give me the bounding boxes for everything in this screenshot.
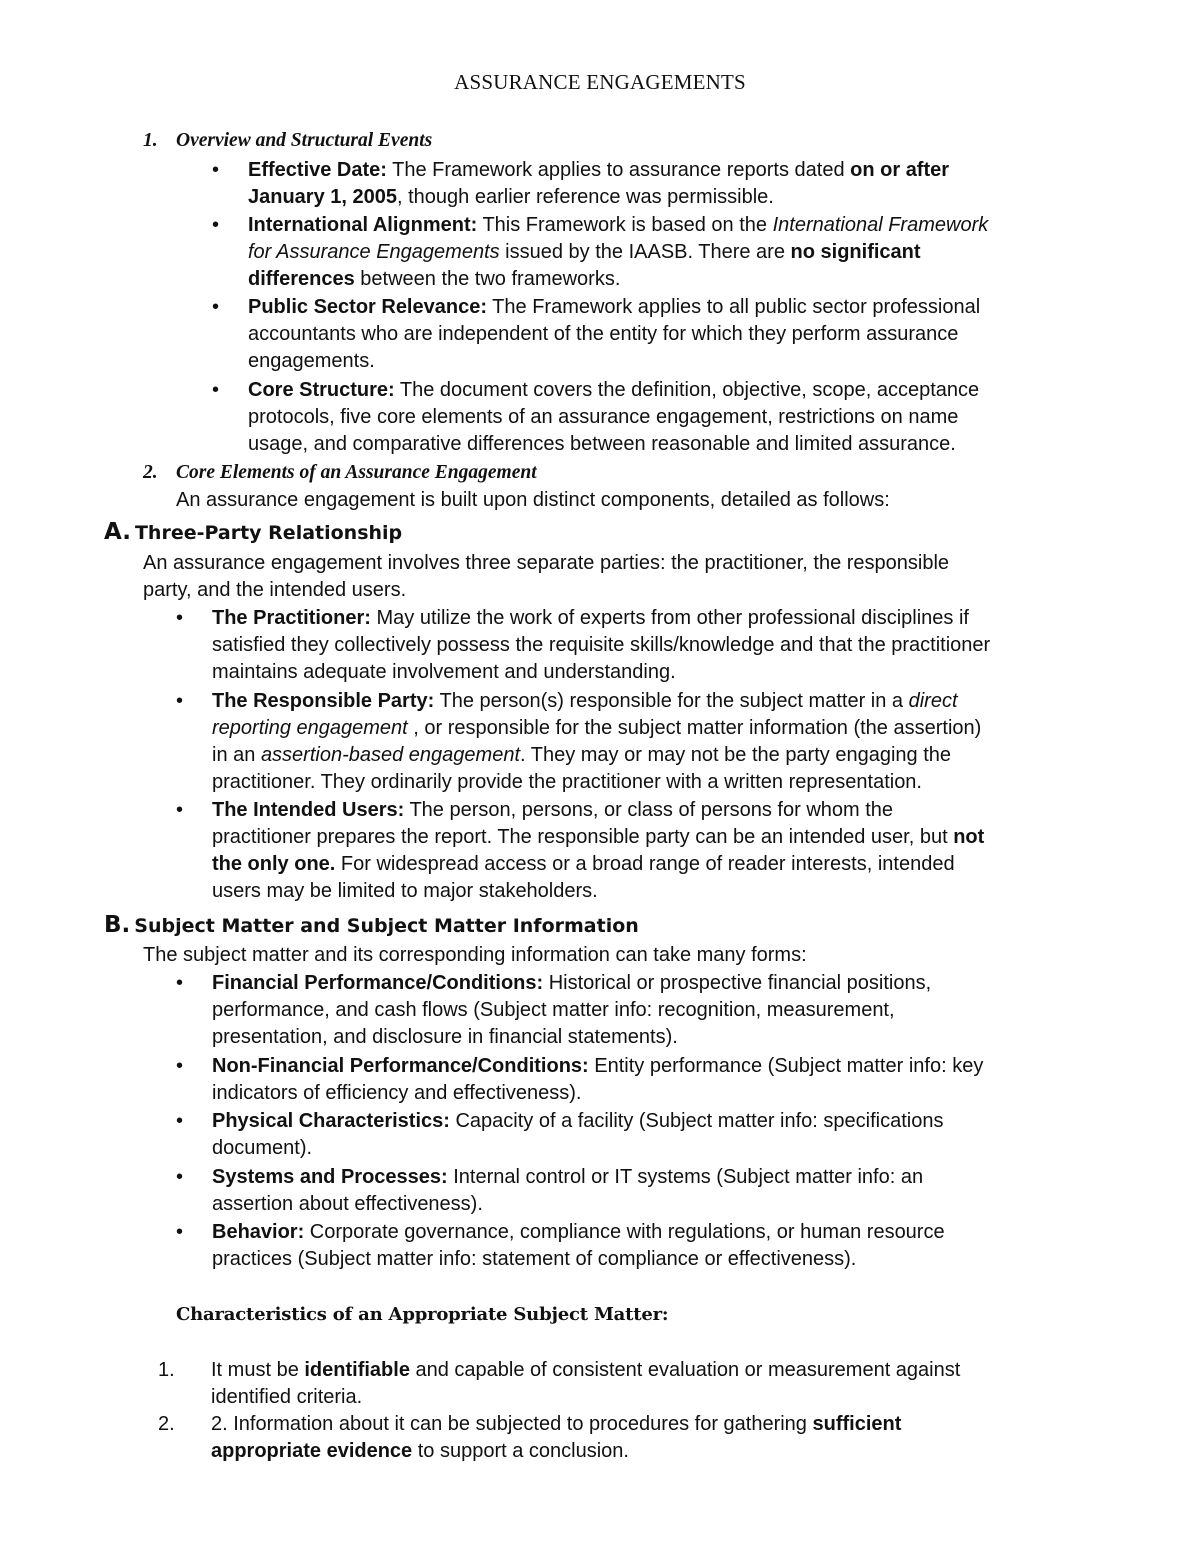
term: Core Structure: <box>248 379 395 401</box>
emphasis: no significant <box>790 241 921 263</box>
term: The Intended Users: <box>212 799 405 821</box>
text: practices (Subject matter info: statement of compliance or effectiveness). <box>212 1248 857 1270</box>
text: and capable of consistent evaluation or measurement against <box>409 1359 961 1381</box>
text: It must be <box>211 1359 305 1381</box>
term: International Alignment: <box>248 214 478 236</box>
text: performance, and cash flows (Subject matter info: recognition, measurement, <box>212 999 895 1021</box>
section-a-heading <box>104 518 402 547</box>
bullet-icon: • <box>212 379 220 401</box>
item-number: 1. <box>158 1359 175 1381</box>
text: presentation, and disclosure in financial statements). <box>212 1026 678 1048</box>
text: , though earlier reference was permissible. <box>397 186 774 208</box>
text: usage, and comparative differences between reasonable and limited assurance. <box>248 433 956 455</box>
text: Internal control or IT systems (Subject matter info: an <box>447 1166 924 1188</box>
section-2-intro: An assurance engagement is built upon distinct components, detailed as follows: <box>176 489 890 511</box>
bullet-icon: • <box>176 1110 184 1132</box>
text: accountants who are independent of the entity for which they perform assurance <box>248 323 959 345</box>
section-number: 1. <box>143 130 158 151</box>
text: in an <box>212 744 261 766</box>
section-number: 2. <box>143 462 158 483</box>
emphasis: the only one. <box>212 853 336 875</box>
text: maintains adequate involvement and understanding. <box>212 661 676 683</box>
characteristics-heading: Characteristics of an Appropriate Subject Matter: <box>176 1304 669 1325</box>
term: The Practitioner: <box>212 607 371 629</box>
term: Non-Financial Performance/Conditions: <box>212 1055 589 1077</box>
text: protocols, five core elements of an assurance engagement, restrictions on name <box>248 406 959 428</box>
text: . They may or may not be the party engaging the <box>520 744 951 766</box>
text: , or responsible for the subject matter information (the assertion) <box>407 717 982 739</box>
bullet-icon: • <box>212 159 220 181</box>
bullet-icon: • <box>176 1166 184 1188</box>
section-a-intro-line: party, and the intended users. <box>143 579 407 601</box>
term: The Responsible Party: <box>212 690 435 712</box>
document-title: ASSURANCE ENGAGEMENTS <box>454 70 746 94</box>
italic-text: direct <box>908 690 958 712</box>
section-b-heading <box>104 911 639 940</box>
section-title: Three-Party Relationship <box>134 522 403 544</box>
bullet-icon: • <box>176 607 184 629</box>
text: Entity performance (Subject matter info: key <box>588 1055 984 1077</box>
emphasis: sufficient <box>812 1413 902 1435</box>
term: Physical Characteristics: <box>212 1110 450 1132</box>
text: assertion about effectiveness). <box>212 1193 483 1215</box>
italic-text: assertion-based engagement <box>260 744 520 766</box>
text: The document covers the definition, objective, scope, acceptance <box>394 379 980 401</box>
text: indicators of efficiency and effectiveness). <box>212 1082 582 1104</box>
italic-text: reporting engagement <box>212 717 408 739</box>
text: document). <box>212 1137 313 1159</box>
text: Historical or prospective financial positions, <box>543 972 932 994</box>
section-title: Core Elements of an Assurance Engagement <box>176 462 537 483</box>
text: May utilize the work of experts from other professional disciplines if <box>370 607 969 629</box>
text: 2. Information about it can be subjected to procedures for gathering <box>211 1413 813 1435</box>
term: Effective Date: <box>248 159 387 181</box>
section-title: Subject Matter and Subject Matter Information <box>134 915 639 937</box>
emphasis: on or after <box>850 159 950 181</box>
emphasis: differences <box>248 268 355 290</box>
text: engagements. <box>248 350 375 372</box>
bullet-icon: • <box>176 1221 184 1243</box>
text: satisfied they collectively possess the requisite skills/knowledge and that the practitioner <box>212 634 991 656</box>
term: Public Sector Relevance: <box>248 296 487 318</box>
section-letter: A. <box>104 519 131 545</box>
text: issued by the IAASB. There are <box>499 241 791 263</box>
text: The person(s) responsible for the subject matter in a <box>434 690 909 712</box>
item-number: 2. <box>158 1413 175 1435</box>
text: This Framework is based on the <box>477 214 773 236</box>
text: Corporate governance, compliance with regulations, or human resource <box>304 1221 945 1243</box>
italic-text: for Assurance Engagements <box>248 241 500 263</box>
section-letter: B. <box>104 912 131 938</box>
text: Capacity of a facility (Subject matter info: specifications <box>449 1110 944 1132</box>
text: between the two frameworks. <box>354 268 621 290</box>
bullet-icon: • <box>176 1055 184 1077</box>
emphasis: not <box>953 826 985 848</box>
text: The Framework applies to all public sector professional <box>486 296 981 318</box>
text: to support a conclusion. <box>412 1440 629 1462</box>
term: Financial Performance/Conditions: <box>212 972 544 994</box>
bullet-icon: • <box>176 799 184 821</box>
text: The person, persons, or class of persons for whom the <box>404 799 894 821</box>
text: The Framework applies to assurance reports dated <box>386 159 851 181</box>
section-a-intro-line: An assurance engagement involves three separate parties: the practitioner, the responsible <box>143 552 950 574</box>
text: practitioner. They ordinarily provide the practitioner with a written representation. <box>212 771 922 793</box>
bullet-icon: • <box>212 214 220 236</box>
term: Behavior: <box>212 1221 305 1243</box>
section-b-intro: The subject matter and its corresponding information can take many forms: <box>143 944 807 966</box>
text: practitioner prepares the report. The responsible party can be an intended user, but <box>212 826 954 848</box>
italic-text: International Framework <box>772 214 989 236</box>
text: identified criteria. <box>211 1386 363 1408</box>
emphasis: appropriate evidence <box>211 1440 413 1462</box>
text: users may be limited to major stakeholders. <box>212 880 598 902</box>
bullet-icon: • <box>176 690 184 712</box>
section-title: Overview and Structural Events <box>176 130 433 151</box>
bullet-icon: • <box>176 972 184 994</box>
emphasis: identifiable <box>304 1359 410 1381</box>
emphasis: January 1, 2005 <box>248 186 397 208</box>
term: Systems and Processes: <box>212 1166 448 1188</box>
bullet-icon: • <box>212 296 220 318</box>
text: For widespread access or a broad range of reader interests, intended <box>335 853 955 875</box>
